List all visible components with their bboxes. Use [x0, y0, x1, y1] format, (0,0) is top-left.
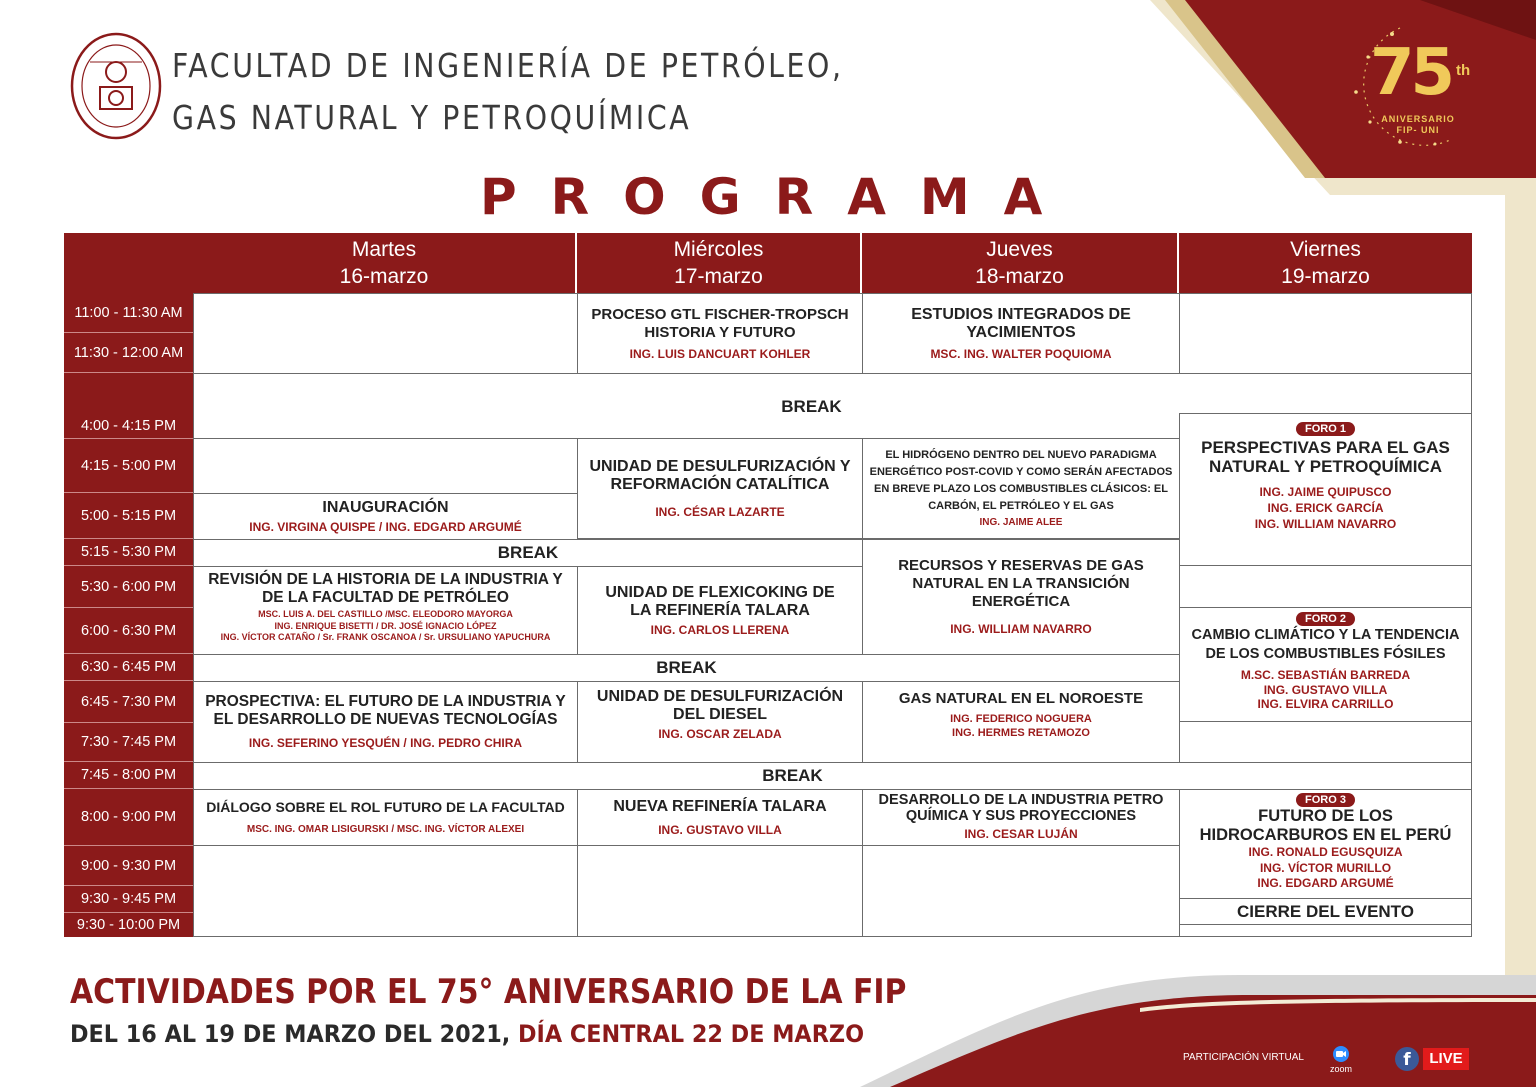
- session-revision-historia: [193, 566, 578, 655]
- break-label: BREAK: [497, 543, 559, 562]
- session-speakers: ING. CÉSAR LAZARTE: [655, 504, 785, 519]
- faculty-title-line1: FACULTAD DE INGENIERÍA DE PETRÓLEO,: [172, 46, 844, 85]
- session-speakers: ING. VIRGINA QUISPE / ING. EDGARD ARGUMÉ: [249, 519, 522, 534]
- day-name: Jueves: [986, 238, 1053, 261]
- session-title: RECURSOS Y RESERVAS DE GAS NATURAL EN LA TRANSICIÓN ENERGÉTICA: [898, 557, 1144, 610]
- time-slot: 5:15 - 5:30 PM: [64, 539, 193, 566]
- break-row: [193, 762, 1472, 790]
- session-title: CIERRE DEL EVENTO: [1237, 901, 1414, 921]
- session-foro1: [1179, 413, 1472, 566]
- session-title: ESTUDIOS INTEGRADOS DE YACIMIENTOS: [911, 305, 1131, 341]
- speaker: ING. RONALD EGUSQUIZA: [1248, 845, 1403, 859]
- footer-date-range: DEL 16 AL 19 DE MARZO DEL 2021,: [70, 1020, 511, 1048]
- session-title: UNIDAD DE DESULFURIZACIÓN Y REFORMACIÓN CATALÍTICA: [589, 457, 851, 493]
- session-speakers: MSC. ING. OMAR LISIGURSKI / MSC. ING. VÍCTOR ALEXEI: [246, 824, 525, 835]
- camera-icon: [1331, 1046, 1351, 1062]
- session-speakers: ING. WILLIAM NAVARRO: [950, 622, 1092, 636]
- session-speakers: MSC. ING. WALTER POQUIOMA: [930, 346, 1112, 361]
- break-row: [193, 539, 863, 567]
- day-header-jueves: [862, 233, 1179, 293]
- break-row-end: [1179, 373, 1472, 414]
- foro-tag: FORO 2: [1296, 612, 1355, 626]
- speaker: ING. ENRIQUE BISETTI / DR. JOSÉ IGNACIO LÓPEZ: [274, 620, 497, 631]
- day-date: 16-marzo: [339, 265, 429, 288]
- session-title: PROCESO GTL FISCHER-TROPSCH HISTORIA Y FUTURO: [591, 305, 849, 341]
- empty-cell: [1179, 721, 1472, 763]
- session-speakers: ING. CARLOS LLERENA: [650, 622, 790, 637]
- day-header-miercoles: [577, 233, 862, 293]
- badge-line2: FIP- UNI: [1396, 125, 1440, 135]
- speaker: ING. VÍCTOR CATAÑO / Sr. FRANK OSCANOA / Sr. URSULIANO YAPUCHURA: [220, 632, 551, 642]
- time-slot: 7:30 - 7:45 PM: [64, 723, 193, 762]
- empty-cell: [862, 845, 1180, 937]
- speaker: M.SC. SEBASTIÁN BARREDA: [1240, 668, 1411, 682]
- session-title: REVISIÓN DE LA HISTORIA DE LA INDUSTRIA Y DE LA FACULTAD DE PETRÓLEO: [208, 571, 563, 606]
- time-slot: 5:00 - 5:15 PM: [64, 493, 193, 539]
- session-desulf-reformacion: [577, 438, 863, 539]
- university-seal-logo: [70, 32, 162, 140]
- session-recursos-reservas: [862, 539, 1180, 655]
- break-row: [193, 373, 1180, 439]
- session-prospectiva: [193, 681, 578, 763]
- badge-number: 75: [1370, 36, 1452, 110]
- time-slot: 6:30 - 6:45 PM: [64, 654, 193, 681]
- foro-tag: FORO 1: [1296, 422, 1355, 436]
- speaker: ING. WILLIAM NAVARRO: [1254, 517, 1397, 531]
- speaker: ING. JAIME QUIPUSCO: [1259, 485, 1392, 499]
- day-header-martes: [193, 233, 577, 293]
- schedule-table: [64, 233, 1472, 937]
- day-date: 18-marzo: [975, 265, 1064, 288]
- time-slot-blank: [64, 373, 193, 413]
- live-badge[interactable]: LIVE: [1423, 1048, 1469, 1070]
- session-nueva-refineria: [577, 789, 863, 846]
- empty-cell: [193, 293, 578, 374]
- time-slot: 11:30 - 12:00 AM: [64, 333, 193, 373]
- speaker: ING. VÍCTOR MURILLO: [1259, 860, 1392, 875]
- session-speakers: ING. SEFERINO YESQUÉN / ING. PEDRO CHIRA: [248, 736, 523, 750]
- speaker: ING. ERICK GARCÍA: [1267, 501, 1384, 515]
- badge-suffix: th: [1456, 62, 1471, 79]
- break-row: [193, 654, 1180, 682]
- day-name: Viernes: [1290, 238, 1361, 261]
- speaker: ING. ELVIRA CARRILLO: [1257, 697, 1394, 711]
- anniversary-badge: [1340, 22, 1490, 152]
- session-gas-noroeste: [862, 681, 1180, 763]
- time-slot: 6:00 - 6:30 PM: [64, 608, 193, 654]
- session-title: CAMBIO CLIMÁTICO Y LA TENDENCIA DE LOS COMBUSTIBLES FÓSILES: [1191, 627, 1460, 662]
- time-slot: 4:15 - 5:00 PM: [64, 439, 193, 493]
- foro-tag: FORO 3: [1296, 793, 1355, 807]
- empty-cell: [193, 845, 578, 937]
- time-slot: 9:30 - 10:00 PM: [76, 917, 181, 933]
- session-title: PROSPECTIVA: EL FUTURO DE LA INDUSTRIA Y EL DESARROLLO DE NUEVAS TECNOLOGÍAS: [205, 693, 566, 728]
- empty-cell: [1179, 924, 1472, 937]
- time-slot: 11:00 - 11:30 AM: [64, 293, 193, 333]
- time-slot: 7:45 - 8:00 PM: [64, 762, 193, 789]
- session-desulf-diesel: [577, 681, 863, 763]
- virtual-participation-label: PARTICIPACIÓN VIRTUAL: [1183, 1052, 1304, 1063]
- session-title: DESARROLLO DE LA INDUSTRIA PETRO QUÍMICA Y SUS PROYECCIONES: [878, 792, 1164, 824]
- session-hidrogeno: [862, 438, 1180, 539]
- session-dialogo: [193, 789, 578, 846]
- faculty-title: [172, 40, 844, 144]
- speaker: ING. EDGARD ARGUMÉ: [1257, 876, 1394, 890]
- break-label: BREAK: [781, 396, 842, 416]
- facebook-icon[interactable]: f: [1395, 1047, 1419, 1071]
- zoom-label: zoom: [1329, 1064, 1352, 1074]
- day-name: Martes: [351, 238, 417, 261]
- time-slot: 9:30 - 9:45 PM: [64, 886, 193, 913]
- zoom-icon[interactable]: [1326, 1046, 1356, 1074]
- session-title: PERSPECTIVAS PARA EL GAS NATURAL Y PETROQUÍMICA: [1201, 438, 1450, 476]
- session-title: FUTURO DE LOS HIDROCARBUROS EN EL PERÚ: [1199, 807, 1452, 844]
- badge-line1: ANIVERSARIO: [1381, 114, 1455, 124]
- session-speakers: ING. OSCAR ZELADA: [658, 727, 782, 741]
- session-estudios: [862, 293, 1180, 374]
- session-title: EL HIDRÓGENO DENTRO DEL NUEVO PARADIGMA ENERGÉTICO POST-COVID Y COMO SERÁN AFECTADOS EN BREVE PLAZO LOS COMBUSTIBLES CLÁSICOS: EL CARBÓN, EL PETRÓLEO Y EL GAS: [869, 448, 1173, 512]
- speaker: ING. GUSTAVO VILLA: [1263, 682, 1388, 697]
- time-slot: 5:30 - 6:00 PM: [64, 566, 193, 608]
- time-slot: 4:00 - 4:15 PM: [64, 413, 193, 439]
- session-speakers: ING. GUSTAVO VILLA: [658, 823, 782, 837]
- session-title: NUEVA REFINERÍA TALARA: [613, 798, 827, 815]
- footer-central-day: DÍA CENTRAL 22 DE MARZO: [517, 1020, 865, 1048]
- empty-cell: [1179, 565, 1472, 608]
- empty-cell: [193, 438, 578, 494]
- day-date: 17-marzo: [674, 265, 763, 288]
- programa-title: PROGRAMA: [480, 168, 1077, 226]
- day-name: Miércoles: [673, 238, 764, 261]
- session-speakers: ING. CESAR LUJÁN: [964, 827, 1078, 841]
- footer-dates: [70, 1020, 864, 1048]
- session-speakers: ING. LUIS DANCUART KOHLER: [629, 346, 811, 361]
- empty-cell: [1179, 293, 1472, 374]
- break-label: BREAK: [762, 766, 823, 785]
- session-title: UNIDAD DE FLEXICOKING DE LA REFINERÍA TALARA: [605, 583, 835, 619]
- session-gtl: [577, 293, 863, 374]
- session-cierre: [1179, 898, 1472, 925]
- empty-cell: [577, 845, 863, 937]
- footer-title: ACTIVIDADES POR EL 75° ANIVERSARIO DE LA FIP: [70, 972, 907, 1012]
- faculty-title-line2: GAS NATURAL Y PETROQUÍMICA: [172, 98, 692, 137]
- time-slot: 9:00 - 9:30 PM: [64, 846, 193, 886]
- speaker: ING. FEDERICO NOGUERA: [950, 713, 1092, 725]
- break-label: BREAK: [656, 658, 717, 677]
- session-inauguracion: [193, 493, 578, 540]
- day-header-viernes: [1179, 233, 1472, 293]
- time-slot: 8:00 - 9:00 PM: [64, 789, 193, 846]
- session-speakers: ING. JAIME ALEE: [979, 516, 1063, 528]
- session-petroquimica: [862, 789, 1180, 846]
- time-slot: 6:45 - 7:30 PM: [64, 681, 193, 723]
- session-title: UNIDAD DE DESULFURIZACIÓN DEL DIESEL: [596, 688, 844, 723]
- speaker: ING. HERMES RETAMOZO: [952, 727, 1090, 739]
- day-date: 19-marzo: [1281, 265, 1370, 288]
- session-foro3: [1179, 789, 1472, 899]
- session-title: GAS NATURAL EN EL NOROESTE: [898, 690, 1144, 707]
- speaker: MSC. LUIS A. DEL CASTILLO /MSC. ELEODORO MAYORGA: [258, 609, 513, 619]
- session-foro2: [1179, 607, 1472, 722]
- session-flexicoking: [577, 566, 863, 655]
- session-title: INAUGURACIÓN: [322, 498, 449, 516]
- session-title: DIÁLOGO SOBRE EL ROL FUTURO DE LA FACULTAD: [206, 799, 565, 815]
